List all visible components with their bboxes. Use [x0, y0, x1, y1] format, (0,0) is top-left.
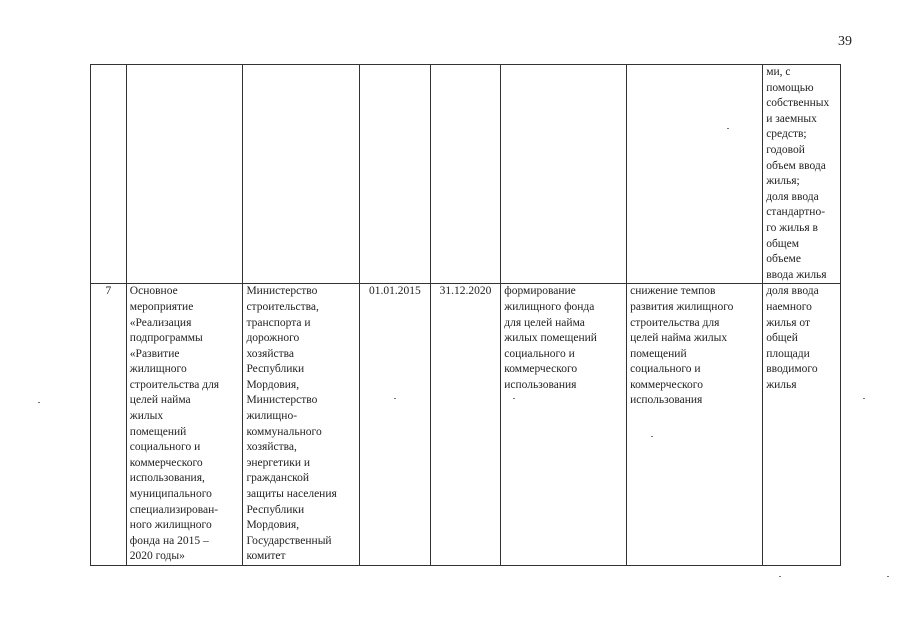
cell-measure	[126, 65, 243, 284]
cell-expected-result	[501, 65, 627, 284]
cell-start-date: 01.01.2015	[360, 284, 431, 566]
scan-speck	[863, 398, 865, 399]
cell-number: 7	[91, 284, 127, 566]
scan-speck	[38, 402, 40, 403]
cell-start-date	[360, 65, 431, 284]
table-row-7	[91, 284, 841, 566]
page-number: 39	[838, 34, 852, 49]
scan-speck	[394, 398, 396, 399]
scan-speck	[727, 128, 729, 129]
table-row-continuation	[91, 65, 841, 284]
scan-speck	[779, 576, 781, 577]
cell-end-date: 31.12.2020	[430, 284, 501, 566]
scan-speck	[887, 576, 889, 577]
cell-indicators: ми, с помощью собственных и заемных средств; годовой объем ввода жилья; доля ввода стандартно- го жилья в общем объеме ввода жилья	[763, 65, 841, 284]
cell-executor: Министерство строительства, транспорта и дорожного хозяйства Республики Мордовия, Министерство жилищно- коммунального хозяйства, энергетики и гражданской защиты населения Республики Мордовия, Государственный комитет	[243, 284, 360, 566]
cell-number	[91, 65, 127, 284]
cell-expected-result: формирование жилищного фонда для целей найма жилых помещений социального и коммерческого использования	[501, 284, 627, 566]
cell-end-date	[430, 65, 501, 284]
cell-consequences	[627, 65, 763, 284]
cell-measure: Основное мероприятие «Реализация подпрограммы «Развитие жилищного строительства для целей найма жилых помещений социального и коммерческого использования, муниципального специализирован- ного жилищного фонда на 2015 – 2020 годы»	[126, 284, 243, 566]
cell-indicators: доля ввода наемного жилья от общей площади вводимого жилья	[763, 284, 841, 566]
cell-consequences: снижение темпов развития жилищного строительства для целей найма жилых помещений социального и коммерческого использования	[627, 284, 763, 566]
scan-speck	[651, 436, 653, 437]
program-table	[90, 64, 841, 566]
scan-speck	[513, 398, 515, 399]
cell-executor	[243, 65, 360, 284]
